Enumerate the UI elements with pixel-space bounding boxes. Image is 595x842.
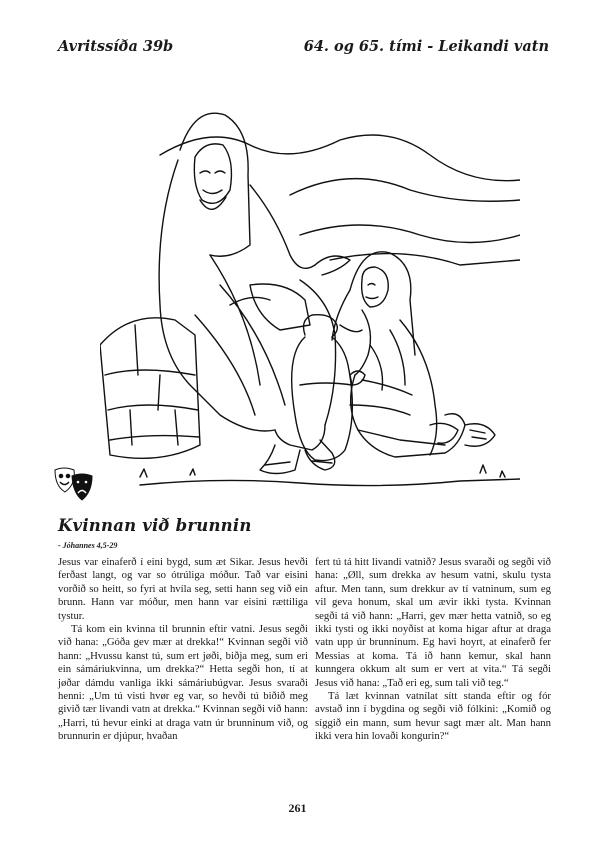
paragraph: fert tú tá hitt livandi vatnið? Jesus svaraði og segði við hana: „Øll, sum drekka av hesum vatni, skulu tysta aftur. Men tann, sum drekkur av tí vatninum, sum eg vil geva honum, skal um ævir ikki tysta. Kvinnan segði tá við hann: „Harri, gev mær hetta vatnið, so eg ikki tysti og ikki noyðist at koma higar aftur at draga vatn upp úr brunninum. Eg havi hoyrt, at einaferð fer Messias at koma. Tá ið hann kemur, skal hann kunngera okkum alt sum er vert at vita.“ Tá segði Jesus við hana: „Tað eri eg, sum tali við teg.“ [315,556,551,689]
page-number: 261 [288,801,307,815]
story-title: Kvinnan við brunnin [58,516,252,535]
scripture-reference: - Jóhannes 4,5-29 [58,541,118,550]
paragraph: Tá kom ein kvinna til brunnin eftir vatni. Jesus segði við hana: „Góða gev mær at drekka!“ Kvinnan segði við hann: „Hvussu kanst tú, sum ert jøði, biðja meg, sum eri ein sámáriukvinna, um drekka?“ Hetta segði hon, tí at jøðar dámdu vanliga ikki sámáriubúgvar. Jesus svaraði henni: „Um tú visti hvør eg var, so hevði tú biðið meg givið tær livandi vatn at drekka.“ Kvinnan segði við hann: „Harri, tú hevur einki at draga vatn úr brunninum við, og brunnurin er djúpur, hvaðan [58,623,308,743]
theatre-masks-icon [52,462,96,506]
story-text-left-column [58,556,308,744]
jesus-and-woman-at-well-illustration [100,85,520,505]
lesson-title: 64. og 65. tími - Leikandi vatn [303,38,549,55]
paragraph: Tá læt kvinnan vatnílat sítt standa eftir og fór avstað inn í bygdina og segði við fólkini: „Komið og síggið ein mann, sum hevur sagt mær alt. Man hann ikki vera hin lovaði kongurin?“ [315,690,551,743]
paragraph: Jesus var einaferð í eini bygd, sum æt Sikar. Jesus hevði ferðast langt, og var so ótrúliga móður. Tað var eisini vorðið so heitt, so fyri at hvíla seg, setti hann seg við ein brunn. Hann var móður, men hann var eisini rættiliga tystur. [58,556,308,622]
worksheet-label: Avritssíða 39b [58,38,174,55]
story-text-right-column [315,556,551,744]
